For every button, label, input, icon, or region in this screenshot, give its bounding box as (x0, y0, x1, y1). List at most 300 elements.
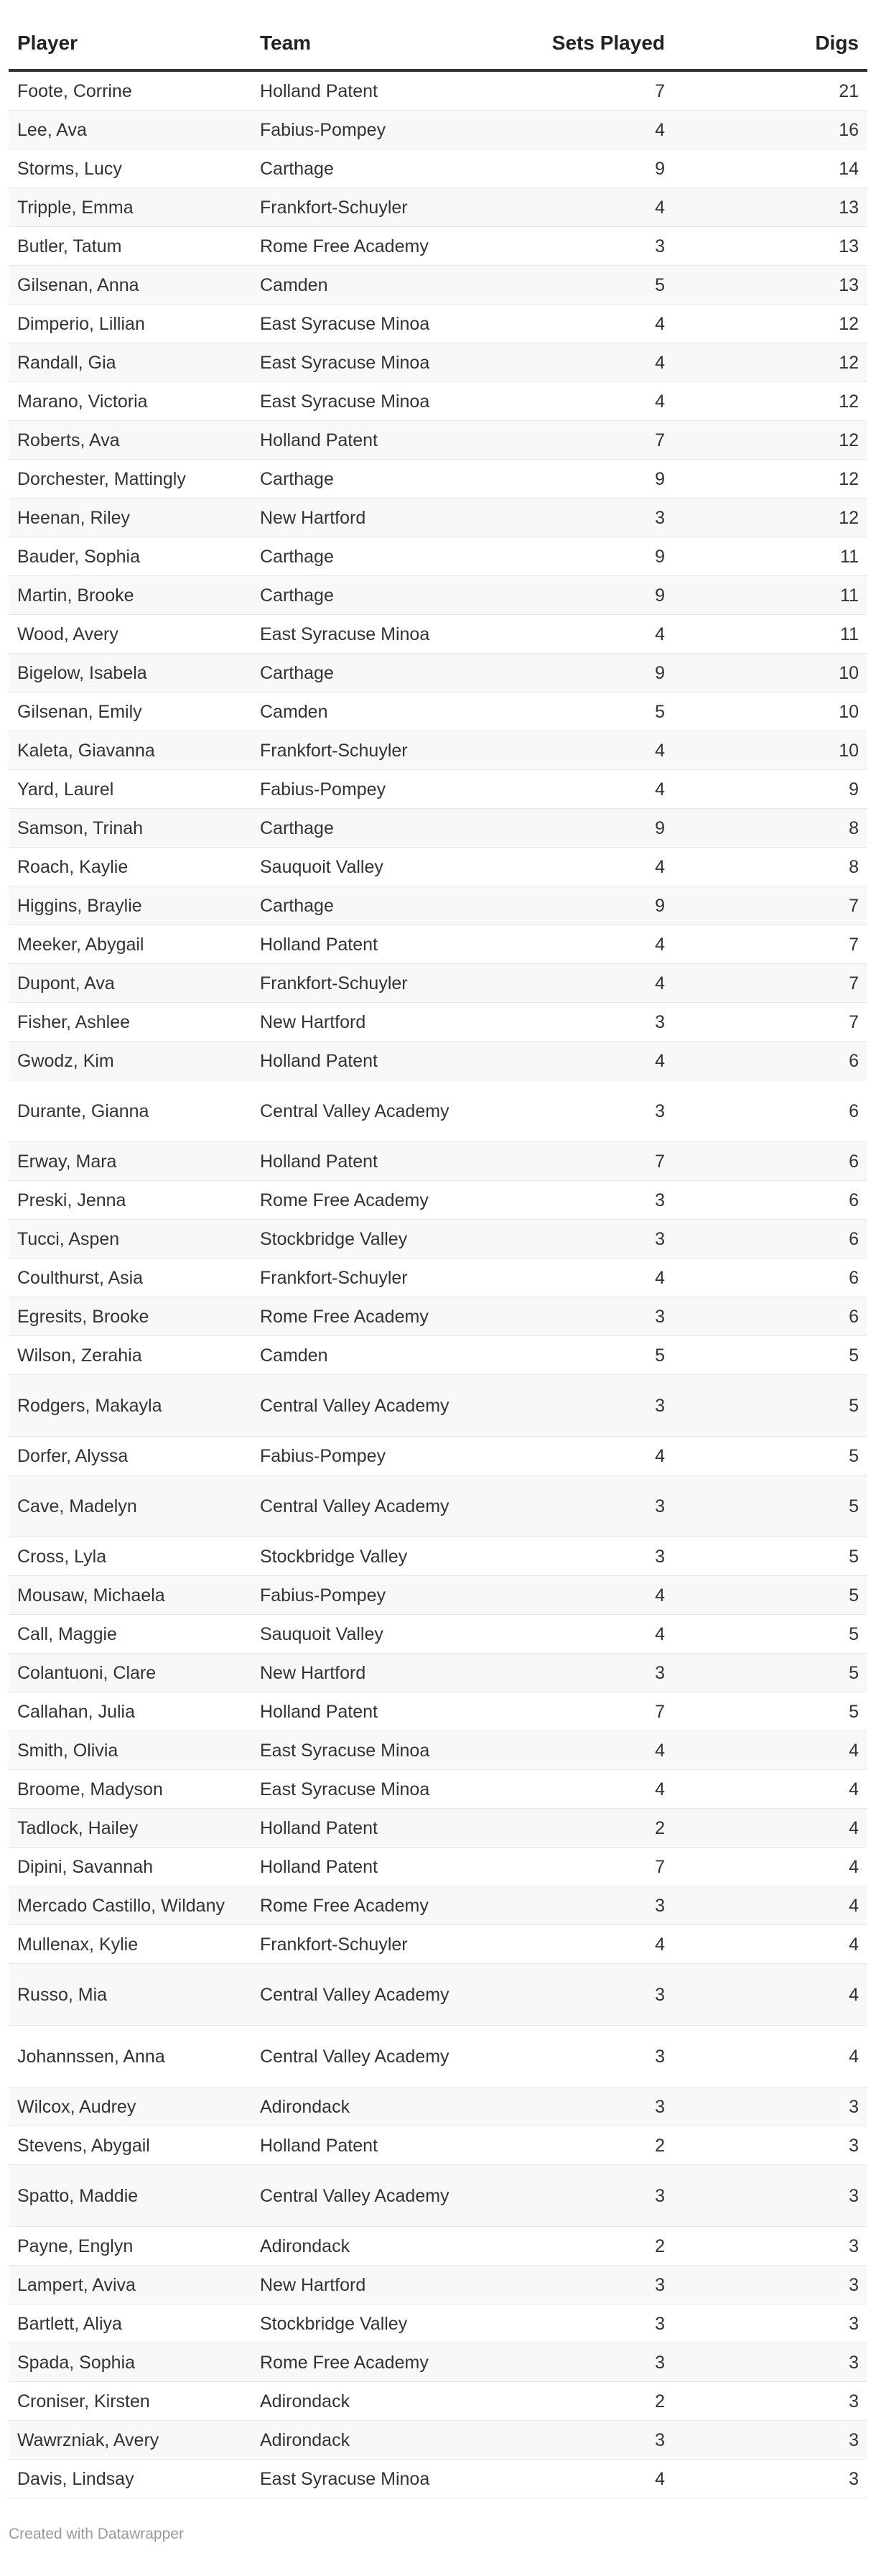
cell-sets-played: 3 (487, 2304, 674, 2343)
cell-player: Spada, Sophia (9, 2343, 251, 2382)
cell-sets-played: 4 (487, 188, 674, 227)
cell-sets-played: 5 (487, 692, 674, 731)
table-row (9, 1692, 867, 1731)
cell-team: Camden (251, 266, 487, 305)
cell-team: Holland Patent (251, 1042, 487, 1080)
table-row (9, 770, 867, 809)
cell-player: Stevens, Abygail (9, 2126, 251, 2165)
cell-player: Fisher, Ashlee (9, 1003, 251, 1042)
cell-digs: 7 (674, 886, 867, 925)
table-row (9, 731, 867, 770)
cell-sets-played: 7 (487, 70, 674, 111)
cell-player: Meeker, Abygail (9, 925, 251, 964)
table-row (9, 1142, 867, 1181)
cell-sets-played: 4 (487, 111, 674, 149)
cell-team: Central Valley Academy (251, 1080, 487, 1142)
cell-team: Carthage (251, 654, 487, 692)
table-row (9, 1259, 867, 1297)
table-row (9, 576, 867, 615)
cell-team: New Hartford (251, 499, 487, 537)
cell-team: Stockbridge Valley (251, 1537, 487, 1576)
cell-digs: 6 (674, 1220, 867, 1259)
cell-sets-played: 3 (487, 1654, 674, 1692)
table-row (9, 692, 867, 731)
cell-player: Higgins, Braylie (9, 886, 251, 925)
cell-digs: 10 (674, 654, 867, 692)
cell-team: East Syracuse Minoa (251, 1770, 487, 1809)
cell-player: Tadlock, Hailey (9, 1809, 251, 1848)
cell-team: Carthage (251, 537, 487, 576)
cell-team: Holland Patent (251, 925, 487, 964)
cell-team: Adirondack (251, 2421, 487, 2460)
cell-digs: 6 (674, 1142, 867, 1181)
cell-digs: 13 (674, 227, 867, 266)
cell-sets-played: 4 (487, 1259, 674, 1297)
table-row (9, 1080, 867, 1142)
cell-sets-played: 7 (487, 421, 674, 460)
cell-sets-played: 3 (487, 1964, 674, 2026)
cell-sets-played: 4 (487, 343, 674, 382)
table-row (9, 2421, 867, 2460)
cell-player: Preski, Jenna (9, 1181, 251, 1220)
cell-player: Rodgers, Makayla (9, 1375, 251, 1437)
cell-digs: 3 (674, 2266, 867, 2304)
cell-sets-played: 4 (487, 964, 674, 1003)
table-row (9, 537, 867, 576)
cell-digs: 3 (674, 2126, 867, 2165)
cell-team: Central Valley Academy (251, 1375, 487, 1437)
cell-team: Rome Free Academy (251, 1886, 487, 1925)
cell-digs: 4 (674, 1886, 867, 1925)
cell-team: Holland Patent (251, 1809, 487, 1848)
cell-sets-played: 4 (487, 1925, 674, 1964)
cell-player: Erway, Mara (9, 1142, 251, 1181)
cell-digs: 12 (674, 499, 867, 537)
table-row (9, 1297, 867, 1336)
cell-team: Central Valley Academy (251, 2165, 487, 2227)
cell-team: Adirondack (251, 2382, 487, 2421)
cell-team: East Syracuse Minoa (251, 382, 487, 421)
cell-player: Wood, Avery (9, 615, 251, 654)
cell-sets-played: 3 (487, 2421, 674, 2460)
cell-digs: 7 (674, 964, 867, 1003)
cell-player: Broome, Madyson (9, 1770, 251, 1809)
cell-sets-played: 3 (487, 1886, 674, 1925)
cell-sets-played: 4 (487, 382, 674, 421)
table-row (9, 2227, 867, 2266)
cell-player: Cross, Lyla (9, 1537, 251, 1576)
cell-digs: 7 (674, 1003, 867, 1042)
cell-player: Bauder, Sophia (9, 537, 251, 576)
cell-player: Smith, Olivia (9, 1731, 251, 1770)
cell-team: Holland Patent (251, 70, 487, 111)
cell-team: East Syracuse Minoa (251, 343, 487, 382)
table-row (9, 460, 867, 499)
cell-player: Gilsenan, Emily (9, 692, 251, 731)
table-row (9, 421, 867, 460)
cell-player: Callahan, Julia (9, 1692, 251, 1731)
cell-digs: 6 (674, 1181, 867, 1220)
cell-team: Central Valley Academy (251, 1964, 487, 2026)
cell-player: Lee, Ava (9, 111, 251, 149)
cell-team: Holland Patent (251, 1848, 487, 1886)
cell-digs: 11 (674, 615, 867, 654)
cell-team: Central Valley Academy (251, 1475, 487, 1537)
cell-team: Central Valley Academy (251, 2026, 487, 2088)
table-row (9, 1809, 867, 1848)
table-body (9, 70, 867, 2498)
cell-player: Croniser, Kirsten (9, 2382, 251, 2421)
cell-team: New Hartford (251, 1654, 487, 1692)
cell-digs: 5 (674, 1576, 867, 1615)
table-row (9, 654, 867, 692)
cell-team: Adirondack (251, 2088, 487, 2126)
table-row (9, 1042, 867, 1080)
table-row (9, 2343, 867, 2382)
cell-digs: 12 (674, 421, 867, 460)
table-row (9, 1576, 867, 1615)
table-row (9, 1886, 867, 1925)
cell-sets-played: 9 (487, 460, 674, 499)
cell-team: Carthage (251, 809, 487, 848)
table-row (9, 1925, 867, 1964)
cell-team: Holland Patent (251, 1142, 487, 1181)
header-row (9, 17, 867, 70)
cell-digs: 12 (674, 305, 867, 343)
cell-player: Wilson, Zerahia (9, 1336, 251, 1375)
cell-team: Carthage (251, 149, 487, 188)
cell-player: Durante, Gianna (9, 1080, 251, 1142)
cell-team: Fabius-Pompey (251, 770, 487, 809)
cell-sets-played: 7 (487, 1692, 674, 1731)
cell-sets-played: 2 (487, 2227, 674, 2266)
cell-sets-played: 4 (487, 1576, 674, 1615)
table-row (9, 1615, 867, 1654)
cell-sets-played: 9 (487, 149, 674, 188)
cell-digs: 3 (674, 2227, 867, 2266)
cell-sets-played: 3 (487, 1375, 674, 1437)
cell-digs: 4 (674, 1770, 867, 1809)
cell-team: Camden (251, 692, 487, 731)
cell-player: Roach, Kaylie (9, 848, 251, 886)
cell-digs: 5 (674, 1692, 867, 1731)
cell-digs: 5 (674, 1475, 867, 1537)
cell-sets-played: 3 (487, 2165, 674, 2227)
cell-player: Randall, Gia (9, 343, 251, 382)
cell-team: Rome Free Academy (251, 2343, 487, 2382)
table-row (9, 1003, 867, 1042)
table-row (9, 2088, 867, 2126)
cell-digs: 5 (674, 1654, 867, 1692)
cell-player: Butler, Tatum (9, 227, 251, 266)
cell-player: Dorfer, Alyssa (9, 1437, 251, 1475)
cell-sets-played: 3 (487, 1297, 674, 1336)
table-row (9, 305, 867, 343)
cell-sets-played: 4 (487, 1042, 674, 1080)
cell-sets-played: 2 (487, 2382, 674, 2421)
cell-digs: 13 (674, 188, 867, 227)
cell-team: Stockbridge Valley (251, 1220, 487, 1259)
table-row (9, 848, 867, 886)
cell-sets-played: 3 (487, 1080, 674, 1142)
cell-player: Lampert, Aviva (9, 2266, 251, 2304)
column-header-player[interactable]: Player (9, 17, 251, 70)
cell-sets-played: 3 (487, 2266, 674, 2304)
table-row (9, 2382, 867, 2421)
cell-digs: 13 (674, 266, 867, 305)
cell-digs: 5 (674, 1336, 867, 1375)
cell-digs: 3 (674, 2460, 867, 2498)
cell-sets-played: 7 (487, 1142, 674, 1181)
cell-sets-played: 4 (487, 305, 674, 343)
cell-player: Spatto, Maddie (9, 2165, 251, 2227)
table-row (9, 227, 867, 266)
table-row (9, 1770, 867, 1809)
cell-digs: 11 (674, 537, 867, 576)
cell-sets-played: 7 (487, 1848, 674, 1886)
table-row (9, 499, 867, 537)
cell-team: Holland Patent (251, 1692, 487, 1731)
cell-sets-played: 5 (487, 1336, 674, 1375)
cell-player: Wilcox, Audrey (9, 2088, 251, 2126)
cell-sets-played: 3 (487, 2026, 674, 2088)
cell-sets-played: 3 (487, 499, 674, 537)
table-row (9, 2304, 867, 2343)
cell-sets-played: 2 (487, 2126, 674, 2165)
cell-digs: 8 (674, 809, 867, 848)
cell-player: Martin, Brooke (9, 576, 251, 615)
cell-digs: 4 (674, 1848, 867, 1886)
cell-sets-played: 4 (487, 1770, 674, 1809)
cell-team: Frankfort-Schuyler (251, 964, 487, 1003)
table-row (9, 964, 867, 1003)
cell-digs: 4 (674, 1925, 867, 1964)
cell-player: Bartlett, Aliya (9, 2304, 251, 2343)
cell-sets-played: 4 (487, 848, 674, 886)
table-row (9, 615, 867, 654)
table-row (9, 886, 867, 925)
cell-sets-played: 3 (487, 1537, 674, 1576)
cell-digs: 6 (674, 1259, 867, 1297)
cell-player: Mercado Castillo, Wildany (9, 1886, 251, 1925)
cell-player: Gilsenan, Anna (9, 266, 251, 305)
cell-player: Heenan, Riley (9, 499, 251, 537)
table-header (9, 17, 867, 70)
cell-sets-played: 4 (487, 731, 674, 770)
cell-digs: 4 (674, 1731, 867, 1770)
cell-digs: 6 (674, 1080, 867, 1142)
cell-digs: 6 (674, 1297, 867, 1336)
cell-digs: 8 (674, 848, 867, 886)
cell-team: East Syracuse Minoa (251, 615, 487, 654)
cell-sets-played: 9 (487, 537, 674, 576)
cell-player: Coulthurst, Asia (9, 1259, 251, 1297)
table-row (9, 2126, 867, 2165)
table-row (9, 382, 867, 421)
cell-player: Dorchester, Mattingly (9, 460, 251, 499)
cell-team: Adirondack (251, 2227, 487, 2266)
cell-digs: 16 (674, 111, 867, 149)
cell-digs: 21 (674, 70, 867, 111)
cell-digs: 3 (674, 2304, 867, 2343)
cell-sets-played: 9 (487, 576, 674, 615)
cell-team: Carthage (251, 886, 487, 925)
table-row (9, 809, 867, 848)
cell-sets-played: 5 (487, 266, 674, 305)
cell-team: New Hartford (251, 1003, 487, 1042)
cell-sets-played: 4 (487, 925, 674, 964)
table-row (9, 1654, 867, 1692)
cell-sets-played: 3 (487, 2088, 674, 2126)
cell-sets-played: 2 (487, 1809, 674, 1848)
table-row (9, 1475, 867, 1537)
cell-player: Marano, Victoria (9, 382, 251, 421)
cell-digs: 3 (674, 2165, 867, 2227)
cell-digs: 12 (674, 343, 867, 382)
cell-sets-played: 3 (487, 1181, 674, 1220)
cell-sets-played: 4 (487, 1615, 674, 1654)
cell-sets-played: 9 (487, 654, 674, 692)
column-header-digs[interactable]: Digs (674, 17, 867, 70)
cell-player: Mullenax, Kylie (9, 1925, 251, 1964)
cell-digs: 4 (674, 1964, 867, 2026)
table-row (9, 188, 867, 227)
cell-player: Payne, Englyn (9, 2227, 251, 2266)
cell-digs: 11 (674, 576, 867, 615)
table-row (9, 1375, 867, 1437)
cell-digs: 5 (674, 1537, 867, 1576)
cell-player: Johannssen, Anna (9, 2026, 251, 2088)
cell-sets-played: 9 (487, 809, 674, 848)
cell-sets-played: 4 (487, 1731, 674, 1770)
cell-player: Foote, Corrine (9, 70, 251, 111)
cell-digs: 3 (674, 2421, 867, 2460)
cell-player: Tucci, Aspen (9, 1220, 251, 1259)
cell-player: Roberts, Ava (9, 421, 251, 460)
cell-digs: 4 (674, 2026, 867, 2088)
cell-player: Bigelow, Isabela (9, 654, 251, 692)
table-row (9, 149, 867, 188)
cell-player: Egresits, Brooke (9, 1297, 251, 1336)
table-row (9, 70, 867, 111)
cell-sets-played: 3 (487, 1003, 674, 1042)
cell-digs: 12 (674, 382, 867, 421)
cell-team: Rome Free Academy (251, 1297, 487, 1336)
cell-player: Storms, Lucy (9, 149, 251, 188)
cell-team: Carthage (251, 460, 487, 499)
cell-digs: 14 (674, 149, 867, 188)
cell-digs: 10 (674, 692, 867, 731)
cell-digs: 5 (674, 1375, 867, 1437)
cell-player: Call, Maggie (9, 1615, 251, 1654)
cell-team: East Syracuse Minoa (251, 1731, 487, 1770)
table-row (9, 266, 867, 305)
cell-player: Colantuoni, Clare (9, 1654, 251, 1692)
cell-team: Frankfort-Schuyler (251, 1259, 487, 1297)
table-row (9, 111, 867, 149)
cell-player: Wawrzniak, Avery (9, 2421, 251, 2460)
table-row (9, 2026, 867, 2088)
cell-sets-played: 3 (487, 1475, 674, 1537)
cell-digs: 5 (674, 1615, 867, 1654)
table-row (9, 1437, 867, 1475)
cell-digs: 6 (674, 1042, 867, 1080)
cell-sets-played: 4 (487, 1437, 674, 1475)
cell-player: Dupont, Ava (9, 964, 251, 1003)
cell-player: Gwodz, Kim (9, 1042, 251, 1080)
cell-team: Frankfort-Schuyler (251, 731, 487, 770)
cell-player: Yard, Laurel (9, 770, 251, 809)
cell-digs: 12 (674, 460, 867, 499)
cell-team: Frankfort-Schuyler (251, 188, 487, 227)
cell-digs: 3 (674, 2088, 867, 2126)
cell-digs: 9 (674, 770, 867, 809)
cell-team: East Syracuse Minoa (251, 305, 487, 343)
cell-digs: 5 (674, 1437, 867, 1475)
cell-sets-played: 4 (487, 770, 674, 809)
cell-team: Fabius-Pompey (251, 1437, 487, 1475)
table-row (9, 2460, 867, 2498)
cell-team: Stockbridge Valley (251, 2304, 487, 2343)
cell-sets-played: 3 (487, 1220, 674, 1259)
column-header-team[interactable]: Team (251, 17, 487, 70)
cell-digs: 3 (674, 2343, 867, 2382)
table-row (9, 2266, 867, 2304)
cell-sets-played: 9 (487, 886, 674, 925)
cell-player: Dimperio, Lillian (9, 305, 251, 343)
cell-team: Fabius-Pompey (251, 1576, 487, 1615)
table-row (9, 1220, 867, 1259)
cell-team: Holland Patent (251, 2126, 487, 2165)
cell-team: Frankfort-Schuyler (251, 1925, 487, 1964)
table-row (9, 1181, 867, 1220)
footer-credit[interactable]: Created with Datawrapper (9, 2526, 184, 2542)
cell-sets-played: 4 (487, 2460, 674, 2498)
cell-digs: 7 (674, 925, 867, 964)
cell-team: Sauquoit Valley (251, 1615, 487, 1654)
cell-sets-played: 4 (487, 615, 674, 654)
cell-team: Rome Free Academy (251, 1181, 487, 1220)
cell-team: Fabius-Pompey (251, 111, 487, 149)
cell-team: Holland Patent (251, 421, 487, 460)
cell-player: Davis, Lindsay (9, 2460, 251, 2498)
cell-player: Mousaw, Michaela (9, 1576, 251, 1615)
table-row (9, 1731, 867, 1770)
digs-table (9, 17, 867, 2498)
cell-team: Sauquoit Valley (251, 848, 487, 886)
cell-team: East Syracuse Minoa (251, 2460, 487, 2498)
cell-digs: 4 (674, 1809, 867, 1848)
cell-team: New Hartford (251, 2266, 487, 2304)
table-row (9, 1537, 867, 1576)
cell-player: Kaleta, Giavanna (9, 731, 251, 770)
table-row (9, 1964, 867, 2026)
cell-player: Russo, Mia (9, 1964, 251, 2026)
cell-team: Rome Free Academy (251, 227, 487, 266)
cell-digs: 10 (674, 731, 867, 770)
cell-sets-played: 3 (487, 227, 674, 266)
cell-team: Camden (251, 1336, 487, 1375)
table-row (9, 925, 867, 964)
table-row (9, 2165, 867, 2227)
table-row (9, 1848, 867, 1886)
table-row (9, 1336, 867, 1375)
cell-digs: 3 (674, 2382, 867, 2421)
cell-team: Carthage (251, 576, 487, 615)
cell-player: Samson, Trinah (9, 809, 251, 848)
cell-player: Cave, Madelyn (9, 1475, 251, 1537)
column-header-sets-played[interactable]: Sets Played (487, 17, 674, 70)
